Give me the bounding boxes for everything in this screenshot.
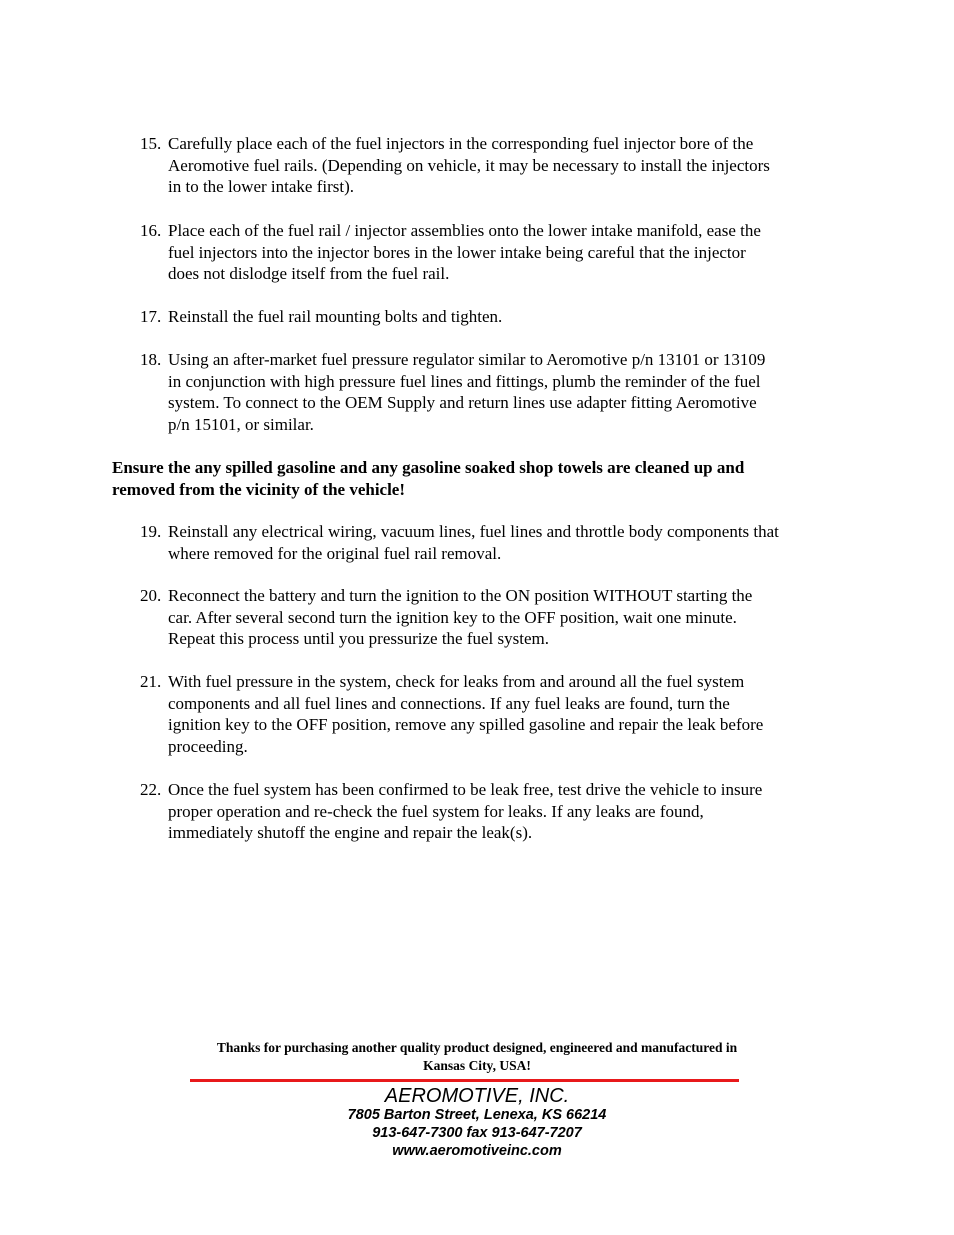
step-21	[140, 671, 860, 757]
step-text: Carefully place each of the fuel injectors in the corresponding fuel injector bore of the Aeromotive fuel rails. (Depending on vehicle, it may be necessary to install the injectors in to the lower intake first).	[168, 134, 770, 197]
step-15	[140, 133, 860, 198]
step-number: 21.	[140, 672, 162, 691]
step-number: 20.	[140, 586, 162, 605]
step-text: With fuel pressure in the system, check for leaks from and around all the fuel system components and all fuel lines and connections. If any fuel leaks are found, turn the ignition key to the OFF position, remove any spilled gasoline and repair the leak before proceeding.	[168, 672, 764, 756]
step-19	[140, 521, 860, 564]
footer-divider	[190, 1079, 739, 1082]
step-17	[140, 306, 860, 328]
step-text: Reconnect the battery and turn the ignition to the ON position WITHOUT starting the car. After several second turn the ignition key to the OFF position, wait one minute. Repeat this process until you pressurize the fuel system.	[168, 586, 753, 649]
company-website[interactable]: www.aeromotiveinc.com	[392, 1143, 562, 1159]
company-address: 7805 Barton Street, Lenexa, KS 66214	[347, 1107, 607, 1123]
step-18	[140, 349, 860, 435]
company-phone: 913-647-7300 fax 913-647-7207	[372, 1125, 582, 1141]
step-number: 18.	[140, 350, 162, 369]
step-number: 15.	[140, 134, 162, 153]
step-text: Place each of the fuel rail / injector assemblies onto the lower intake manifold, ease the fuel injectors into the injector bores in the lower intake being careful that the injector does not dislodge itself from the fuel rail.	[168, 221, 761, 284]
footer-thanks-note: Thanks for purchasing another quality product designed, engineered and manufactured in Kansas City, USA!	[216, 1040, 738, 1073]
step-text: Reinstall any electrical wiring, vacuum lines, fuel lines and throttle body components that where removed for the original fuel rail removal.	[168, 522, 779, 563]
step-number: 17.	[140, 307, 162, 326]
step-text: Reinstall the fuel rail mounting bolts and tighten.	[168, 307, 503, 326]
step-number: 19.	[140, 522, 162, 541]
step-16	[140, 220, 860, 285]
step-text: Using an after-market fuel pressure regulator similar to Aeromotive p/n 13101 or 13109 in conjunction with high pressure fuel lines and fittings, plumb the reminder of the fuel system. To connect to the OEM Supply and return lines use adapter fitting Aeromotive p/n 15101, or similar.	[168, 350, 766, 434]
step-20	[140, 585, 860, 650]
step-text: Once the fuel system has been confirmed to be leak free, test drive the vehicle to insure proper operation and re-check the fuel system for leaks. If any leaks are found, immediately shutoff the engine and repair the leak(s).	[168, 780, 763, 843]
step-number: 22.	[140, 780, 162, 799]
step-number: 16.	[140, 221, 162, 240]
step-22	[140, 779, 860, 844]
company-name: AEROMOTIVE, INC.	[384, 1085, 570, 1107]
safety-warning: Ensure the any spilled gasoline and any gasoline soaked shop towels are cleaned up and removed from the vicinity of the vehicle!	[112, 458, 745, 499]
